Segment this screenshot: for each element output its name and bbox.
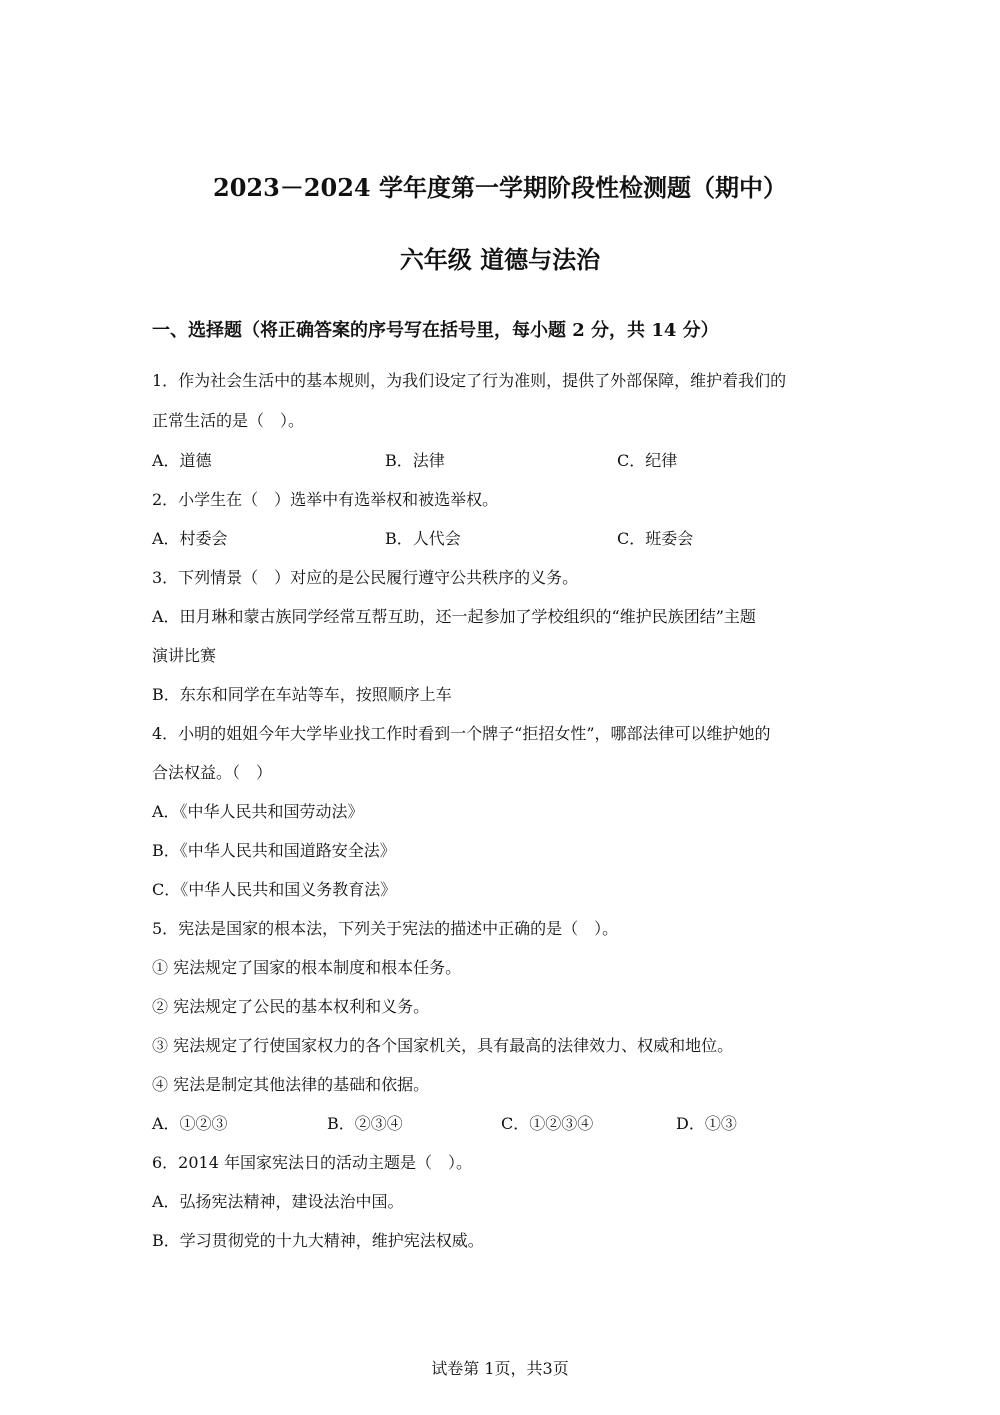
q1-option-a: A．道德 bbox=[152, 451, 212, 470]
q6-stem: 6．2014 年国家宪法日的活动主题是（ ）。 bbox=[152, 1153, 472, 1172]
q4-stem-line2: 合法权益。（ ） bbox=[152, 763, 273, 782]
q1-option-c: C．纪律 bbox=[617, 451, 678, 470]
q3-option-a-line1: A．田月琳和蒙古族同学经常互帮互助，还一起参加了学校组织的“维护民族团结”主题 bbox=[152, 607, 756, 626]
q3-option-b: B．东东和同学在车站等车，按照顺序上车 bbox=[152, 685, 452, 704]
q2-stem: 2．小学生在（ ）选举中有选举权和被选举权。 bbox=[152, 490, 499, 509]
q5-option-b: B．②③④ bbox=[327, 1114, 403, 1133]
q3-stem: 3．下列情景（ ）对应的是公民履行遵守公共秩序的义务。 bbox=[152, 568, 579, 587]
q5-statement-1: ① 宪法规定了国家的根本制度和根本任务。 bbox=[152, 958, 462, 977]
q1-stem-line2: 正常生活的是（ ）。 bbox=[152, 411, 305, 430]
q6-option-a: A．弘扬宪法精神，建设法治中国。 bbox=[152, 1192, 404, 1211]
page-footer: 试卷第 1页，共3页 bbox=[431, 1359, 569, 1378]
q1-option-b: B．法律 bbox=[385, 451, 445, 470]
q4-option-a: A．《中华人民共和国劳动法》 bbox=[152, 802, 364, 821]
q5-statement-3: ③ 宪法规定了行使国家权力的各个国家机关，具有最高的法律效力、权威和地位。 bbox=[152, 1036, 734, 1055]
q5-option-d: D．①③ bbox=[676, 1114, 737, 1133]
q2-option-a: A．村委会 bbox=[152, 529, 228, 548]
q5-option-c: C．①②③④ bbox=[501, 1114, 594, 1133]
q4-option-c: C．《中华人民共和国义务教育法》 bbox=[152, 880, 397, 899]
q6-option-b: B．学习贯彻党的十九大精神，维护宪法权威。 bbox=[152, 1231, 484, 1250]
q2-option-b: B．人代会 bbox=[385, 529, 461, 548]
q3-option-a-line2: 演讲比赛 bbox=[152, 646, 217, 665]
q4-stem-line1: 4．小明的姐姐今年大学毕业找工作时看到一个牌子“拒招女性”，哪部法律可以维护她的 bbox=[152, 724, 771, 743]
q5-statement-2: ② 宪法规定了公民的基本权利和义务。 bbox=[152, 997, 430, 1016]
q1-stem-line1: 1．作为社会生活中的基本规则，为我们设定了行为准则，提供了外部保障，维护着我们的 bbox=[152, 371, 787, 390]
q2-option-c: C．班委会 bbox=[617, 529, 694, 548]
exam-title: 2023－2024 学年度第一学期阶段性检测题（期中） bbox=[213, 173, 787, 202]
q4-option-b: B．《中华人民共和国道路安全法》 bbox=[152, 841, 396, 860]
section-heading: 一、选择题（将正确答案的序号写在括号里，每小题 2 分，共 14 分） bbox=[152, 320, 719, 341]
q5-stem: 5．宪法是国家的根本法，下列关于宪法的描述中正确的是（ ）。 bbox=[152, 919, 619, 938]
q5-statement-4: ④ 宪法是制定其他法律的基础和依据。 bbox=[152, 1075, 430, 1094]
exam-subtitle: 六年级 道德与法治 bbox=[399, 245, 601, 274]
q5-option-a: A．①②③ bbox=[152, 1114, 228, 1133]
